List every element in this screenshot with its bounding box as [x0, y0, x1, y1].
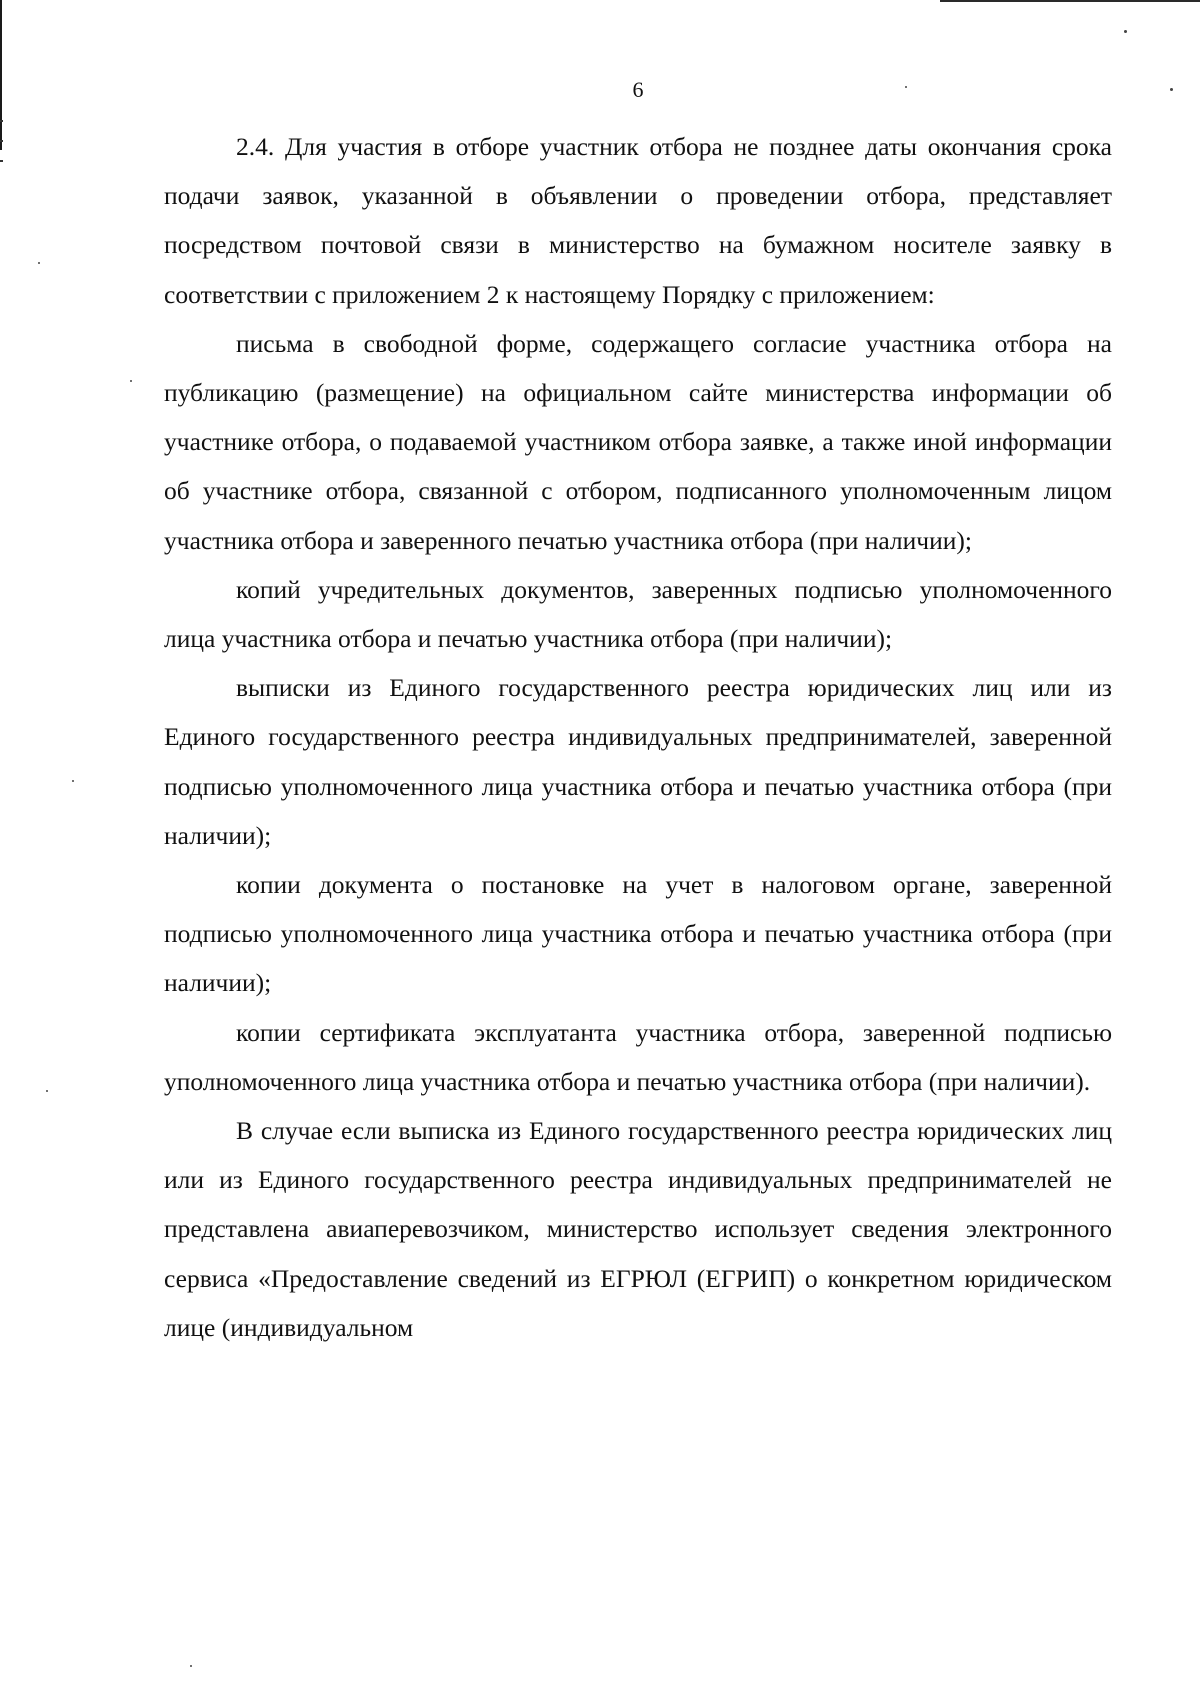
scan-speck	[72, 780, 74, 782]
scan-edge-top	[940, 0, 1200, 2]
scan-speck	[1124, 30, 1127, 33]
paragraph-operator-certificate: копии сертификата эксплуатанта участника отбора, заверенной подписью уполномоченного лица участника отбора и печатью участника отбора (при наличии).	[164, 1017, 1112, 1096]
document-body	[164, 122, 1112, 1352]
paragraph-consent-letter: письма в свободной форме, содержащего согласие участника отбора на публикацию (размещение) на официальном сайте министерства информации об участнике отбора, о подаваемой участником отбора заявке, а также иной информации об участнике отбора, связанной с отбором, подписанного уполномоченным лицом участника отбора и заверенного печатью участника отбора (при наличии);	[164, 328, 1112, 555]
scan-edge-dash	[0, 160, 3, 162]
scan-speck	[130, 380, 132, 382]
paragraph-registry-extract: выписки из Единого государственного реестра юридических лиц или из Единого государственного реестра индивидуальных предпринимателей, заверенной подписью уполномоченного лица участника отбора и печатью участника отбора (при наличии);	[164, 673, 1112, 850]
page-number: 6	[632, 77, 644, 102]
paragraph-2-4: 2.4. Для участия в отборе участник отбора не позднее даты окончания срока подачи заявок, указанной в объявлении о проведении отбора, представляет посредством почтовой связи в министерство на бумажном носителе заявку в соответствии с приложением 2 к настоящему Порядку с приложением:	[164, 132, 1112, 309]
scan-edge-left	[0, 0, 2, 150]
paragraph-tax-registration: копии документа о постановке на учет в налоговом органе, заверенной подписью уполномоченного лица участника отбора и печатью участника отбора (при наличии);	[164, 870, 1112, 998]
scan-speck	[38, 262, 40, 264]
scan-speck	[190, 1665, 192, 1667]
paragraph-founding-documents: копий учредительных документов, заверенных подписью уполномоченного лица участника отбора и печатью участника отбора (при наличии);	[164, 574, 1112, 654]
paragraph-missing-extract: В случае если выписка из Единого государственного реестра юридических лиц или из Единого государственного реестра индивидуальных предпринимателей не представлена авиаперевозчиком, министерство использует сведения электронного сервиса «Предоставление сведений из ЕГРЮЛ (ЕГРИП) о конкретном юридическом лице (индивидуальном	[164, 1116, 1112, 1342]
scan-edge-dash	[0, 140, 3, 142]
scan-speck	[46, 1090, 48, 1092]
scan-edge-dash	[0, 120, 3, 122]
